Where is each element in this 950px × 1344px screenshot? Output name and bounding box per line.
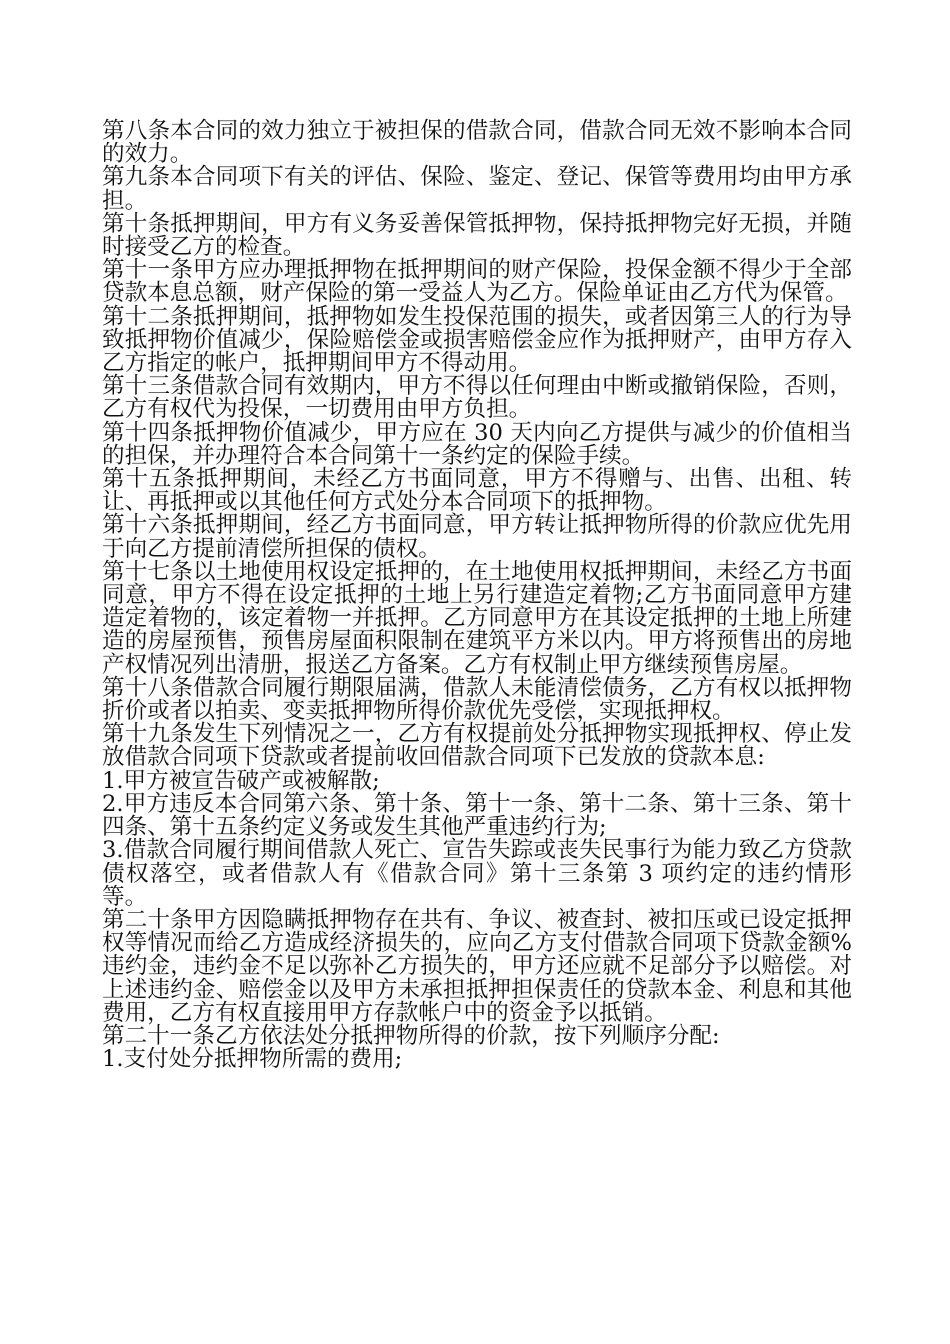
article-14: 第十四条抵押物价值减少，甲方应在 30 天内向乙方提供与减少的价值相当的担保，并办理符合本合同第十一条约定的保险手续。: [102, 419, 852, 469]
article-18: 第十八条借款合同履行期限届满，借款人未能清偿债务，乙方有权以抵押物折价或者以拍卖、变卖抵押物所得价款优先受偿，实现抵押权。: [102, 674, 852, 725]
article-19: 第十九条发生下列情况之一，乙方有权提前处分抵押物实现抵押权、停止发放借款合同项下贷款或者提前收回借款合同项下已发放的贷款本息:: [102, 721, 852, 771]
article-9: 第九条本合同项下有关的评估、保险、鉴定、登记、保管等费用均由甲方承担。: [102, 164, 852, 214]
article-10: 第十条抵押期间，甲方有义务妥善保管抵押物，保持抵押物完好无损，并随时接受乙方的检查。: [102, 210, 852, 261]
article-8: 第八条本合同的效力独立于被担保的借款合同，借款合同无效不影响本合同的效力。: [102, 118, 852, 168]
article-11: 第十一条甲方应办理抵押物在抵押期间的财产保险，投保金额不得少于全部贷款本息总额，财产保险的第一受益人为乙方。保险单证由乙方代为保管。: [102, 257, 852, 307]
article-19-item-1: 1.甲方被宣告破产或被解散;: [102, 767, 380, 794]
article-15: 第十五条抵押期间，未经乙方书面同意，甲方不得赠与、出售、出租、转让、再抵押或以其他任何方式处分本合同项下的抵押物。: [102, 466, 852, 516]
article-19-item-3: 3.借款合同履行期间借款人死亡、宣告失踪或丧失民事行为能力致乙方贷款债权落空，或者借款人有《借款合同》第十三条第 3 项约定的违约情形等。: [102, 837, 852, 910]
article-13: 第十三条借款合同有效期内，甲方不得以任何理由中断或撤销保险，否则，乙方有权代为投保，一切费用由甲方负担。: [102, 373, 852, 423]
article-20: 第二十条甲方因隐瞒抵押物存在共有、争议、被查封、被扣压或已设定抵押权等情况而给乙方造成经济损失的，应向乙方支付借款合同项下贷款金额%违约金，违约金不足以弥补乙方损失的，甲方还应就不足部分予以赔偿。对上述违约金、赔偿金以及甲方未承担抵押担保责任的贷款本金、利息和其他费用，乙方有权直接用甲方存款帐户中的资金予以抵销。: [102, 906, 852, 1026]
article-19-item-2: 2.甲方违反本合同第六条、第十条、第十一条、第十二条、第十三条、第十四条、第十五条约定义务或发生其他严重违约行为;: [102, 790, 852, 841]
article-12: 第十二条抵押期间，抵押物如发生投保范围的损失，或者因第三人的行为导致抵押物价值减少，保险赔偿金或损害赔偿金应作为抵押财产，由甲方存入乙方指定的帐户，抵押期间甲方不得动用。: [102, 303, 852, 377]
article-16: 第十六条抵押期间，经乙方书面同意，甲方转让抵押物所得的价款应优先用于向乙方提前清偿所担保的债权。: [102, 512, 852, 562]
document-body: [102, 120, 852, 1071]
article-17: 第十七条以土地使用权设定抵押的，在土地使用权抵押期间，未经乙方书面同意，甲方不得在设定抵押的土地上另行建造定着物;乙方书面同意甲方建造定着物的，该定着物一并抵押。乙方同意甲方在其设定抵押的土地上所建造的房屋预售，预售房屋面积限制在建筑平方米以内。甲方将预售出的房地产权情况列出清册，报送乙方备案。乙方有权制止甲方继续预售房屋。: [102, 558, 852, 678]
article-21-item-1: 1.支付处分抵押物所需的费用;: [102, 1046, 403, 1073]
article-21: 第二十一条乙方依法处分抵押物所得的价款，按下列顺序分配:: [102, 1022, 720, 1049]
